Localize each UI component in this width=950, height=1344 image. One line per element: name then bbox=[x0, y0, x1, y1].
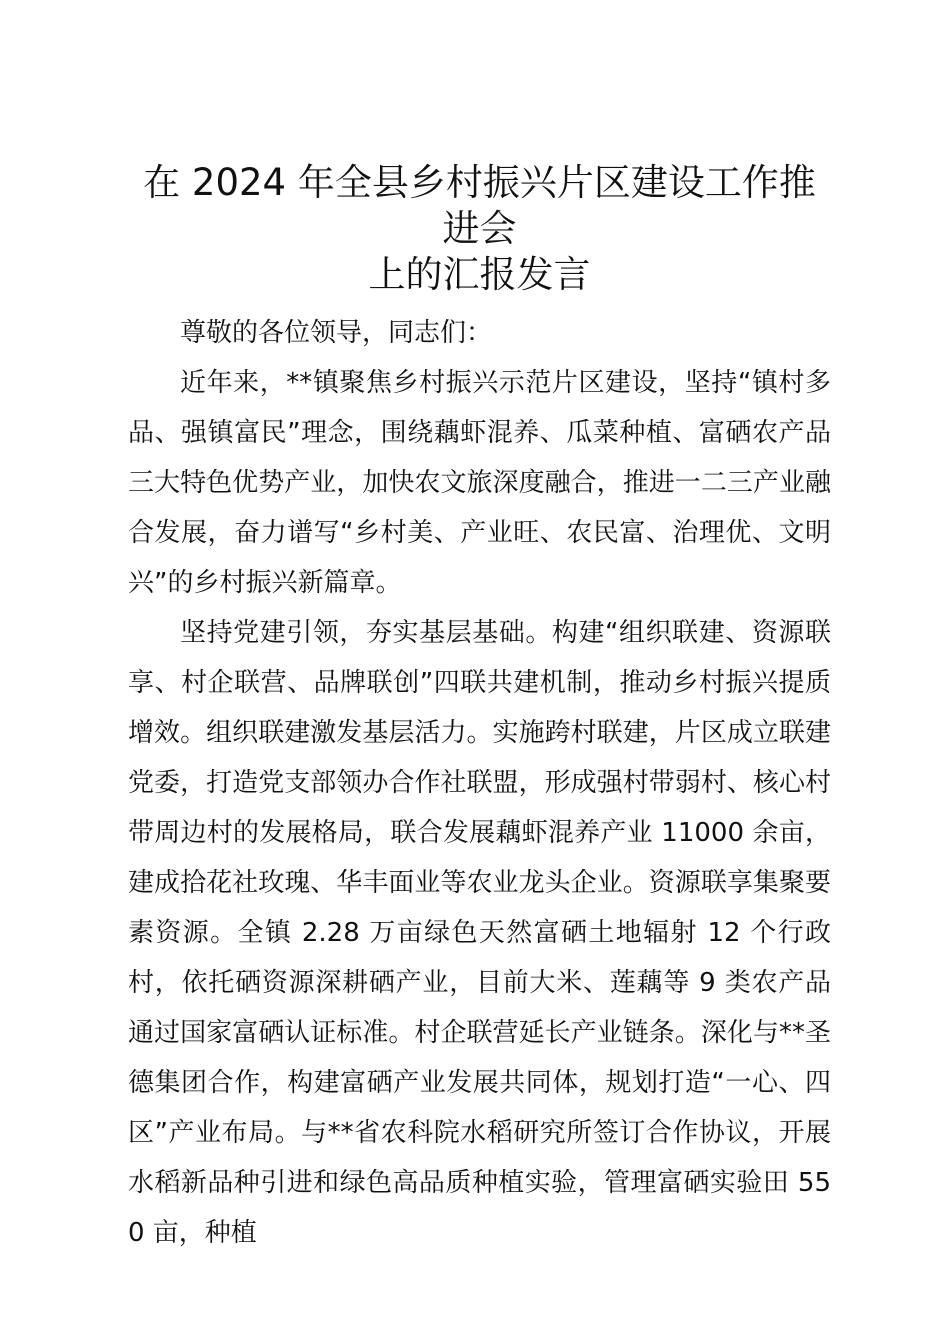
paragraph-party-building: 坚持党建引领，夯实基层基础。构建“组织联建、资源联享、村企联营、品牌联创”四联共建机制，推动乡村振兴提质增效。组织联建激发基层活力。实施跨村联建，片区成立联建党委，打造党支部领办合作社联盟，形成强村带弱村、核心村带周边村的发展格局，联合发展藕虾混养产业 11000 余亩，建成拾花社玫瑰、华丰面业等农业龙头企业。资源联享集聚要素资源。全镇 2.28 万亩绿色天然富硒土地辐射 12 个行政村，依托硒资源深耕硒产业，目前大米、莲藕等 9 类农产品通过国家富硒认证标准。村企联营延长产业链条。深化与**圣德集团合作，构建富硒产业发展共同体，规划打造“一心、四区”产业布局。与**省农科院水稻研究所签订合作协议，开展水稻新品种引进和绿色高品质种植实验，管理富硒实验田 550 亩，种植 bbox=[128, 618, 831, 1248]
salutation: 尊敬的各位领导，同志们： bbox=[180, 318, 493, 348]
document-body bbox=[128, 308, 831, 1258]
title-line-1: 在 2024 年全县乡村振兴片区建设工作推进会 bbox=[143, 161, 816, 250]
document-page bbox=[128, 160, 831, 1258]
title-line-2: 上的汇报发言 bbox=[368, 253, 591, 296]
document-title bbox=[128, 160, 831, 298]
paragraph-intro: 近年来，**镇聚焦乡村振兴示范片区建设，坚持“镇村多品、强镇富民”理念，围绕藕虾混养、瓜菜种植、富硒农产品三大特色优势产业，加快农文旅深度融合，推进一二三产业融合发展，奋力谱写“乡村美、产业旺、农民富、治理优、文明兴”的乡村振兴新篇章。 bbox=[128, 368, 831, 598]
